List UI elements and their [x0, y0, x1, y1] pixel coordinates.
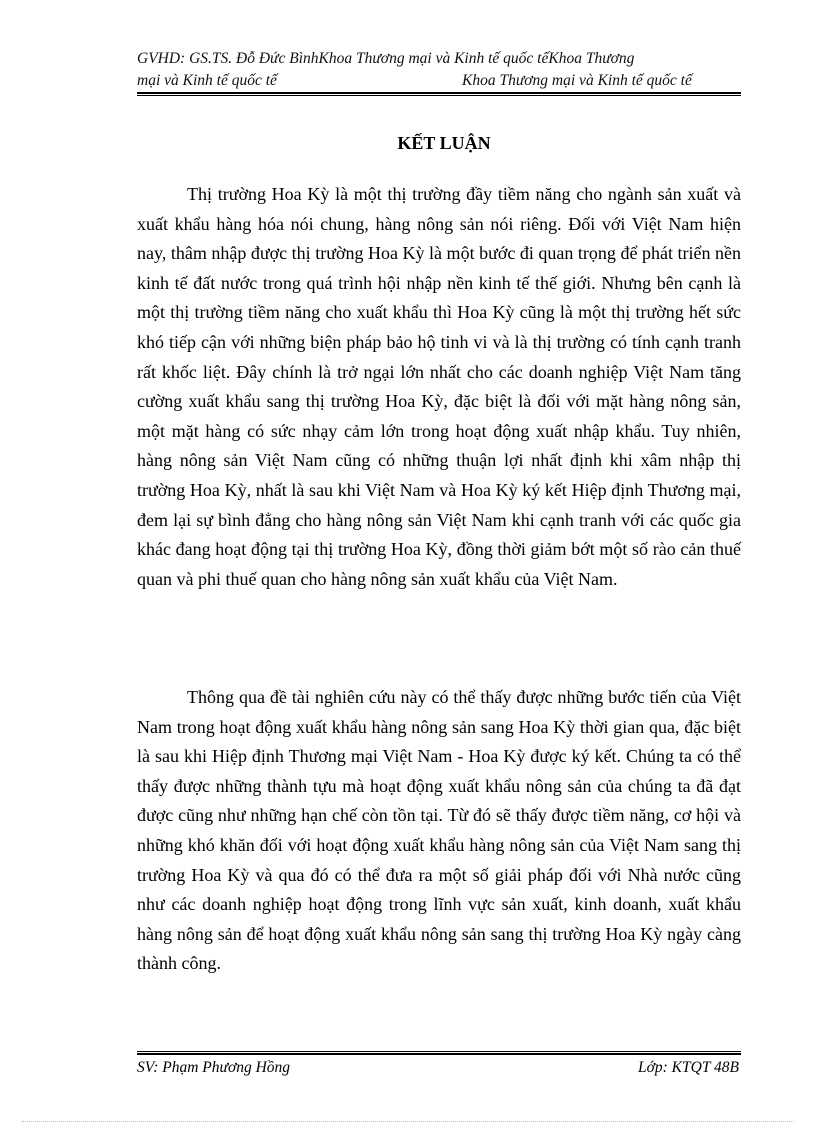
- footer-rule: [137, 1051, 741, 1055]
- header-line-2-left: mại và Kinh tế quốc tế: [137, 72, 277, 89]
- footer-student: SV: Phạm Phương Hồng: [137, 1059, 291, 1076]
- page-header: [137, 48, 741, 92]
- page-footer: [137, 1057, 741, 1079]
- page-edge-divider: [22, 1121, 794, 1122]
- header-line-2-right: Khoa Thương mại và Kinh tế quốc tế: [462, 72, 692, 89]
- header-line-1: GVHD: GS.TS. Đỗ Đức BìnhKhoa Thương mại và Kinh tế quốc tếKhoa Thương: [137, 50, 635, 67]
- paragraph-2: Thông qua đề tài nghiên cứu này có thể thấy được những bước tiến của Việt Nam trong hoạt động xuất khẩu hàng nông sản sang Hoa Kỳ thời gian qua, đặc biệt là sau khi Hiệp định Thương mại Việt Nam - Hoa Kỳ được ký kết. Chúng ta có thể thấy được những thành tựu mà hoạt động xuất khẩu nông sản của chúng ta đã đạt được cũng như những hạn chế còn tồn tại. Từ đó sẽ thấy được tiềm năng, cơ hội và những khó khăn đối với hoạt động xuất khẩu hàng nông sản của Việt Nam sang thị trường Hoa Kỳ và qua đó có thể đưa ra một số giải pháp đối với Nhà nước cũng như các doanh nghiệp hoạt động trong lĩnh vực sản xuất, kinh doanh, xuất khẩu hàng nông sản để hoạt động xuất khẩu nông sản sang thị trường Hoa Kỳ ngày càng thành công.: [137, 687, 741, 974]
- footer-class: Lớp: KTQT 48B: [637, 1059, 739, 1076]
- header-line-2: [137, 70, 741, 92]
- page-title: KẾT LUẬN: [397, 133, 491, 153]
- paragraph-1: Thị trường Hoa Kỳ là một thị trường đầy tiềm năng cho ngành sản xuất và xuất khẩu hàng hóa nói chung, hàng nông sản nói riêng. Đối với Việt Nam hiện nay, thâm nhập được thị trường Hoa Kỳ là một bước đi quan trọng để phát triển nền kinh tế đất nước trong quá trình hội nhập nền kinh tế thế giới. Nhưng bên cạnh là một thị trường tiềm năng cho xuất khẩu thì Hoa Kỳ cũng là một thị trường hết sức khó tiếp cận với những biện pháp bảo hộ tinh vi và là thị trường có tính cạnh tranh rất khốc liệt. Đây chính là trở ngại lớn nhất cho các doanh nghiệp Việt Nam tăng cường xuất khẩu sang thị trường Hoa Kỳ, đặc biệt là đối với mặt hàng nông sản, một mặt hàng có sức nhạy cảm lớn trong hoạt động xuất nhập khẩu. Tuy nhiên, hàng nông sản Việt Nam cũng có những thuận lợi nhất định khi xâm nhập thị trường Hoa Kỳ, nhất là sau khi Việt Nam và Hoa Kỳ ký kết Hiệp định Thương mại, đem lại sự bình đẳng cho hàng nông sản Việt Nam khi cạnh tranh với các quốc gia khác đang hoạt động tại thị trường Hoa Kỳ, đồng thời giảm bớt một số rào cản thuế quan và phi thuế quan cho hàng nông sản xuất khẩu của Việt Nam.: [137, 184, 741, 589]
- header-rule: [137, 92, 741, 95]
